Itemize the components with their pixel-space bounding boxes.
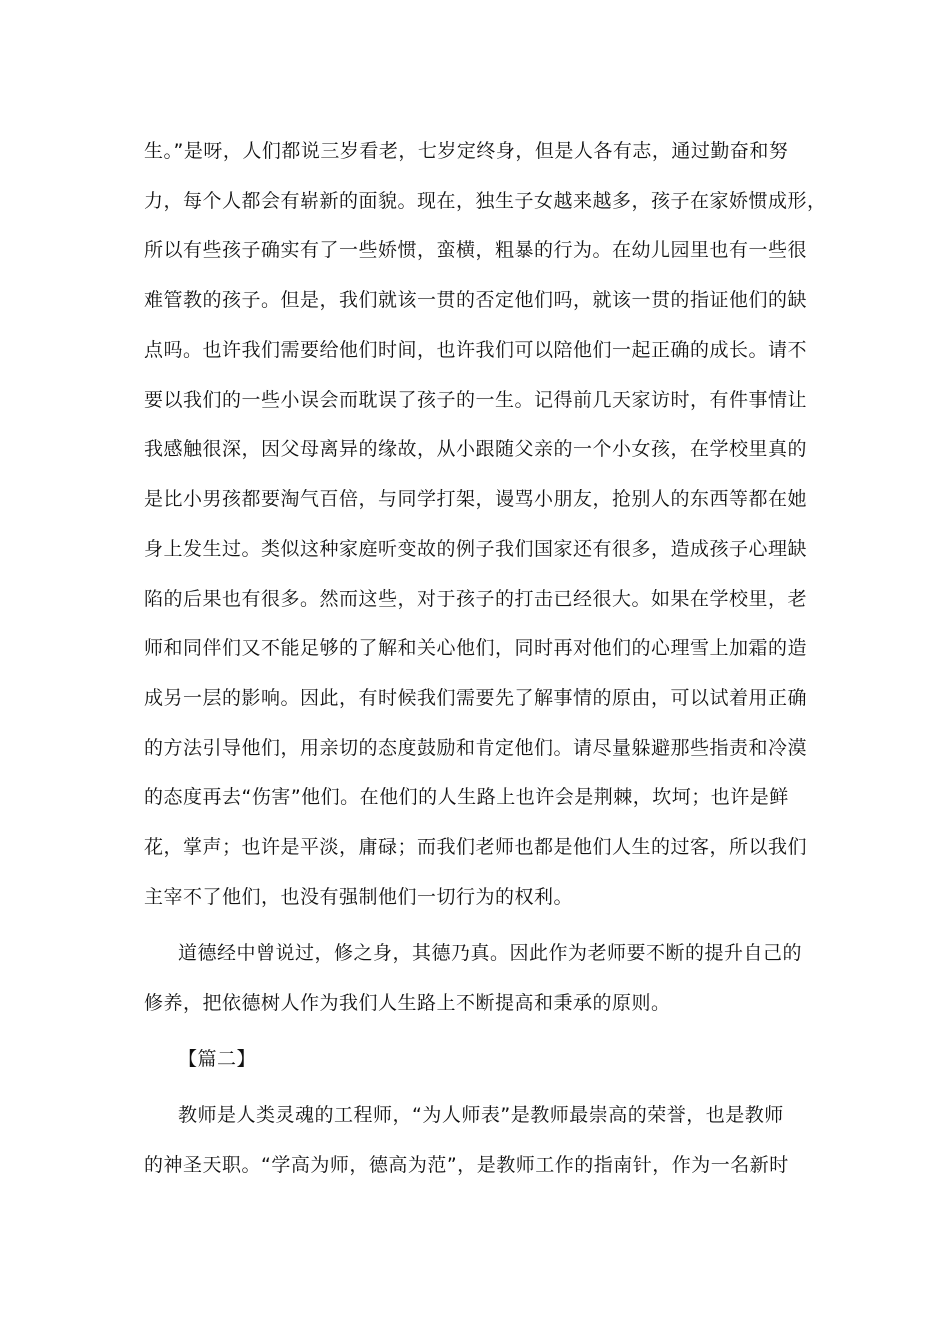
text-line: 道德经中曾说过，修之身，其德乃真。因此作为老师要不断的提升自己的 [178, 942, 803, 964]
text-line: 修养，把依德树人作为我们人生路上不断提高和秉承的原则。 [144, 992, 671, 1014]
text-line: 所以有些孩子确实有了一些娇惯，蛮横，粗暴的行为。在幼儿园里也有一些很 [144, 239, 808, 261]
text-line: 是比小男孩都要淘气百倍，与同学打架，谩骂小朋友，抢别人的东西等都在她 [144, 488, 808, 510]
text-line: 难管教的孩子。但是，我们就该一贯的否定他们吗，就该一贯的指证他们的缺 [144, 289, 808, 311]
text-line: 教师是人类灵魂的工程师，“为人师表”是教师最崇高的荣誉，也是教师 [178, 1104, 784, 1126]
text-line: 陷的后果也有很多。然而这些，对于孩子的打击已经很大。如果在学校里，老 [144, 588, 808, 610]
text-line: 花，掌声；也许是平淡，庸碌；而我们老师也都是他们人生的过客，所以我们 [144, 836, 808, 858]
text-line: 我感触很深，因父母离异的缘故，从小跟随父亲的一个小女孩，在学校里真的 [144, 438, 808, 460]
text-line: 点吗。也许我们需要给他们时间，也许我们可以陪他们一起正确的成长。请不 [144, 339, 808, 361]
text-line: 要以我们的一些小误会而耽误了孩子的一生。记得前几天家访时，有件事情让 [144, 389, 808, 411]
text-line: 的态度再去“伤害”他们。在他们的人生路上也许会是荆棘，坎坷；也许是鲜 [144, 786, 789, 808]
text-line: 生。”是呀，人们都说三岁看老，七岁定终身，但是人各有志，通过勤奋和努 [144, 140, 789, 162]
text-line: 力，每个人都会有崭新的面貌。现在，独生子女越来越多，孩子在家娇惯成形， [144, 190, 827, 212]
section-heading: 【篇二】 [178, 1048, 257, 1070]
text-line: 师和同伴们又不能足够的了解和关心他们，同时再对他们的心理雪上加霜的造 [144, 637, 808, 659]
text-line: 主宰不了他们，也没有强制他们一切行为的权利。 [144, 886, 574, 908]
text-line: 成另一层的影响。因此，有时候我们需要先了解事情的原由，可以试着用正确 [144, 687, 808, 709]
text-line: 身上发生过。类似这种家庭听变故的例子我们国家还有很多，造成孩子心理缺 [144, 538, 808, 560]
text-line: 的神圣天职。“学高为师，德高为范”，是教师工作的指南针，作为一名新时 [144, 1154, 789, 1176]
text-line: 的方法引导他们，用亲切的态度鼓励和肯定他们。请尽量躲避那些指责和冷漠 [144, 737, 808, 759]
